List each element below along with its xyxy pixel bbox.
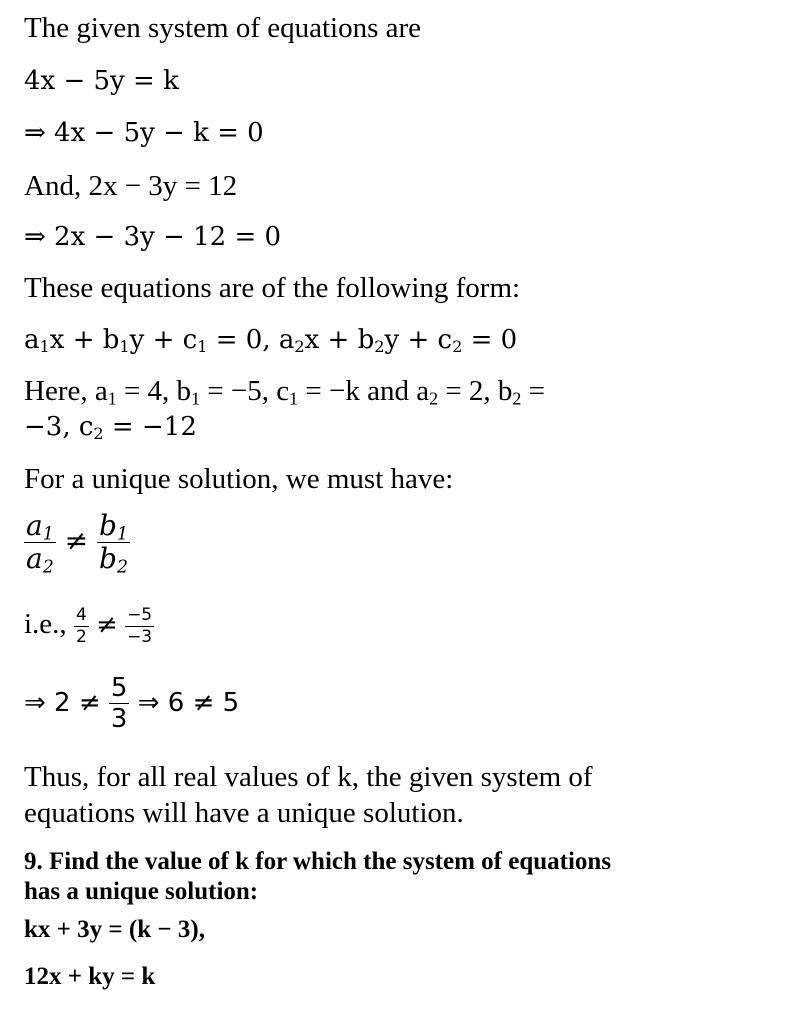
- substituted-inequality: i.e., $\frac{4}{2}$ ≠ $\frac{-5}{-3}$: [24, 605, 153, 647]
- question-9-equation-2: 12x + ky = k: [24, 963, 156, 990]
- coefficients-line: Here, $a_1 = 4$, $b_1 = -5$, $c_1 = -k$ and $a_2 = 2$, $b_2$ =: [24, 375, 546, 409]
- fraction-4-over-2: $\frac{4}{2}$: [75, 605, 87, 647]
- question-9-equation-1: kx + 3y = (k − 3),: [24, 916, 205, 943]
- general-form-equation: $a_1x + b_1y + c_1 = 0$, $a_2x + b_2y + c_2 = 0$: [24, 325, 518, 357]
- conclusion-line-1: Thus, for all real values of k, the given system of: [24, 761, 593, 793]
- intro-text: The given system of equations are: [24, 12, 422, 44]
- equation-2: And, 2x − 3y = 12: [24, 170, 238, 202]
- unique-solution-condition-text: For a unique solution, we must have:: [24, 463, 454, 495]
- equation-1: 4x − 5y = k: [24, 66, 179, 96]
- question-9-title: 9. Find the value of k for which the system of equations: [24, 848, 612, 875]
- equation-1-rearranged: ⇒ 4x − 5y − k = 0: [24, 118, 264, 148]
- fraction-a1-a2: $\frac{a_1}{a_2}$: [26, 509, 54, 578]
- fraction-5-over-3: $\frac{5}{3}$: [110, 673, 128, 734]
- equation-2-rearranged: ⇒ 2x − 3y − 12 = 0: [24, 222, 282, 252]
- fraction-b1-b2: $\frac{b_1}{b_2}$: [99, 509, 129, 578]
- question-9-title-continued: has a unique solution:: [24, 878, 259, 905]
- simplified-inequality: ⇒ 2 ≠ $\frac{5}{3}$ ⇒ 6 ≠ 5: [24, 673, 240, 734]
- ratio-inequality: $\frac{a_1}{a_2}$ ≠ $\frac{b_1}{b_2}$: [26, 509, 129, 578]
- form-intro-text: These equations are of the following form:: [24, 272, 521, 304]
- fraction-neg5-over-neg3: $\frac{-5}{-3}$: [127, 605, 153, 647]
- coefficients-line-continued: −3, $c_2 = -12$: [24, 412, 197, 444]
- conclusion-line-2: equations will have a unique solution.: [24, 797, 464, 829]
